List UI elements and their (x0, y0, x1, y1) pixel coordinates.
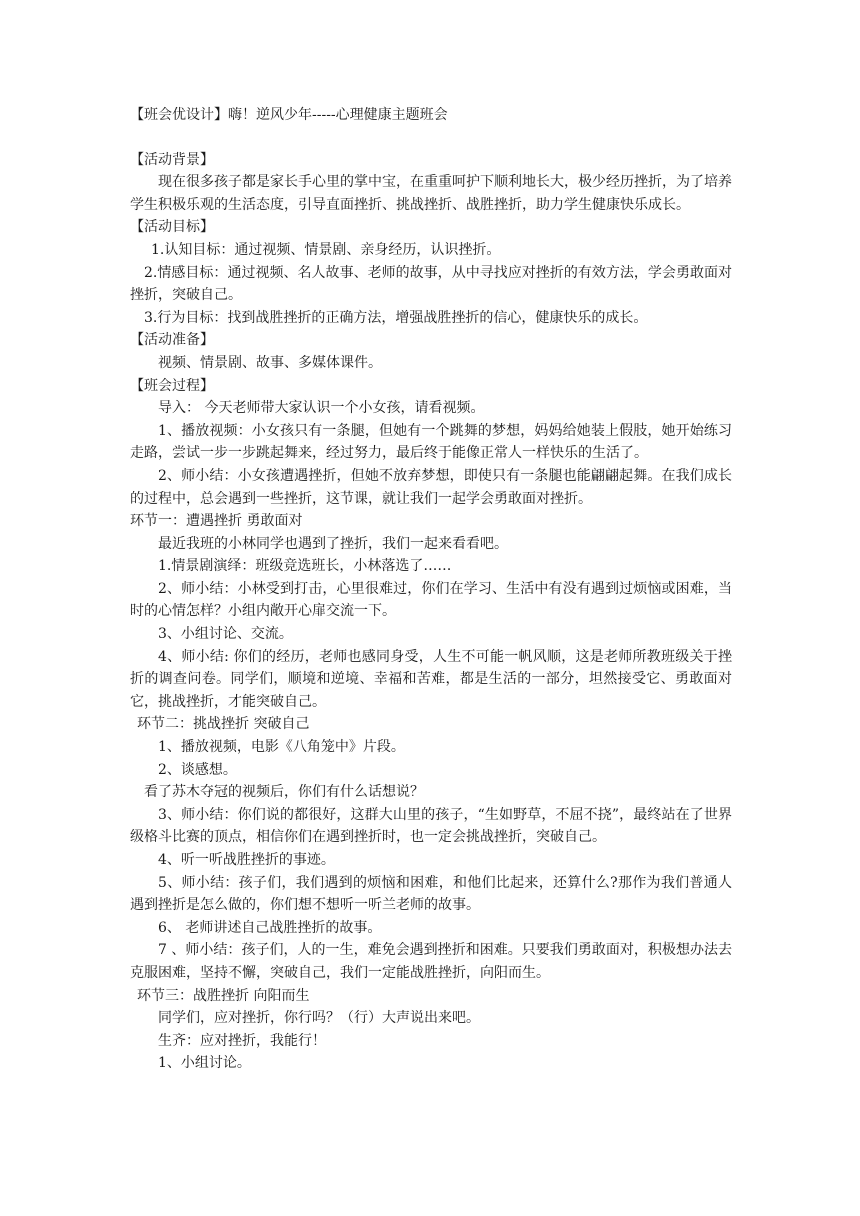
paragraph: 3、小组讨论、交流。 (158, 626, 293, 643)
paragraph: 环节三：战胜挫折 向阳而生 (137, 987, 310, 1004)
paragraph: 【班会过程】 (130, 377, 214, 394)
paragraph: 2、师小结：小林受到打击，心里很难过，你们在学习、生活中有没有遇到过烦恼或困难，当时的心情怎样？小组内敞开心扉交流一下。 (130, 580, 732, 620)
paragraph: 2、谈感想。 (158, 761, 237, 778)
paragraph: 环节二：挑战挫折 突破自己 (137, 716, 310, 733)
paragraph: 【活动背景】 (130, 151, 214, 168)
paragraph: 导入： 今天老师带大家认识一个小女孩，请看视频。 (158, 400, 485, 417)
paragraph: 7 、师小结：孩子们，人的一生，难免会遇到挫折和困难。只要我们勇敢面对，积极想办法去克服困难，坚持不懈，突破自己，我们一定能战胜挫折，向阳而生。 (130, 942, 732, 981)
paragraph: 视频、情景剧、故事、多媒体课件。 (158, 354, 382, 371)
paragraph: 3、师小结：你们说的都很好，这群大山里的孩子，“生如野草，不屈不挠”，最终站在了世界级格斗比赛的顶点，相信你们在遇到挫折时，也一定会挑战挫折，突破自己。 (130, 806, 732, 846)
paragraph: 1、播放视频：小女孩只有一条腿，但她有一个跳舞的梦想，妈妈给她装上假肢，她开始练习走路，尝试一步一步跳起舞来，经过努力，最后终于能像正常人一样快乐的生活了。 (130, 422, 732, 462)
paragraph: 1、小组讨论。 (158, 1055, 251, 1072)
paragraph-list (130, 149, 732, 1075)
paragraph: 【活动目标】 (130, 219, 214, 236)
paragraph: 生齐：应对挫折，我能行！ (158, 1032, 326, 1049)
paragraph: 2、师小结：小女孩遭遇挫折，但她不放弃梦想，即使只有一条腿也能翩翩起舞。在我们成长的过程中，总会遇到一些挫折，这节课，就让我们一起学会勇敢面对挫折。 (130, 467, 732, 507)
paragraph: 2.情感目标：通过视频、名人故事、老师的故事，从中寻找应对挫折的有效方法，学会勇敢面对挫折，突破自己。 (130, 264, 732, 304)
paragraph: 同学们，应对挫折，你行吗？（行）大声说出来吧。 (158, 1010, 480, 1027)
paragraph: 环节一：遭遇挫折 勇敢面对 (130, 513, 303, 530)
paragraph: 4、听一听战胜挫折的事迹。 (158, 852, 335, 868)
paragraph: 现在很多孩子都是家长手心里的掌中宝，在重重呵护下顺利地长大，极少经历挫折，为了培养学生积极乐观的生活态度，引导直面挫折、挑战挫折、战胜挫折，助力学生健康快乐成长。 (130, 174, 732, 213)
paragraph: 3.行为目标：找到战胜挫折的正确方法，增强战胜挫折的信心，健康快乐的成长。 (144, 309, 648, 326)
paragraph: 1.情景剧演绎：班级竞选班长，小林落选了…… (158, 558, 452, 575)
paragraph: 4、师小结: 你们的经历，老师也感同身受，人生不可能一帆风顺，这是老师所教班级关于挫折的调查问卷。同学们，顺境和逆境、幸福和苦难，都是生活的一部分，坦然接受它、勇敢面对它，挑战挫折，才能突破自己。 (130, 648, 732, 710)
paragraph: 5、师小结：孩子们，我们遇到的烦恼和困难，和他们比起来，还算什么?那作为我们普通人遇到挫折是怎么做的，你们想不想听一听兰老师的故事。 (130, 874, 732, 914)
document-body (130, 104, 732, 1075)
paragraph: 【活动准备】 (130, 332, 214, 349)
paragraph: 1.认知目标：通过视频、情景剧、亲身经历，认识挫折。 (151, 241, 501, 258)
paragraph: 6、 老师讲述自己战胜挫折的故事。 (158, 919, 382, 936)
document-title: 【班会优设计】嗨！逆风少年-----心理健康主题班会 (130, 107, 448, 123)
paragraph: 1、播放视频，电影《八角笼中》片段。 (158, 739, 405, 756)
paragraph: 最近我班的小林同学也遇到了挫折，我们一起来看看吧。 (158, 535, 508, 552)
paragraph: 看了苏木夺冠的视频后，你们有什么话想说？ (144, 784, 424, 801)
